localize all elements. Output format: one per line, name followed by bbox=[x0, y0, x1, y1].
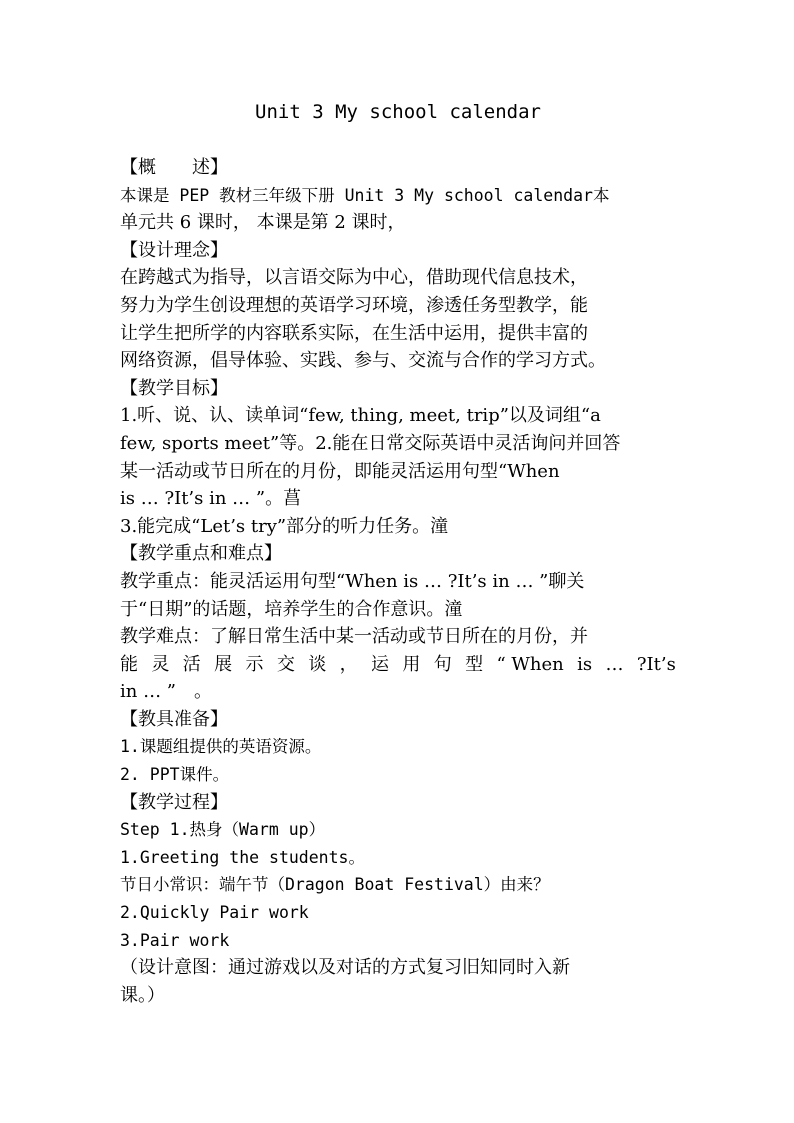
document-body bbox=[120, 154, 676, 1009]
difficulty-justified-line bbox=[120, 651, 676, 679]
justified-word: 灵 bbox=[151, 653, 170, 675]
justified-word: 运 bbox=[371, 653, 389, 675]
document-title: Unit 3 My school calendar bbox=[255, 101, 541, 123]
overview-heading: 【概 述】 bbox=[120, 157, 228, 178]
design-line: 网络资源，倡导体验、实践、参与、交流与合作的学习方式。 bbox=[120, 350, 606, 372]
goals-line: few, sports meet”等。2.能在日常交际英语中灵活询问并回答 bbox=[120, 432, 621, 454]
process-line: 节日小常识：端午节（Dragon Boat Festival）由来？ bbox=[120, 875, 550, 895]
design-line: 努力为学生创设理想的英语学习环境，渗透任务型教学，能 bbox=[120, 294, 588, 316]
goals-line: 3.能完成“Let’s try”部分的听力任务。潼 bbox=[120, 515, 449, 537]
process-line: 1.Greeting the students。 bbox=[120, 847, 365, 867]
keypoints-heading: 【教学重点和难点】 bbox=[120, 543, 282, 565]
justified-word: 谈 bbox=[308, 653, 327, 675]
justified-word: 能 bbox=[120, 653, 138, 675]
justified-word: ?It’s bbox=[636, 653, 676, 675]
justified-word: 用 bbox=[402, 653, 421, 675]
justified-word: 句 bbox=[433, 653, 452, 675]
keypoints-line: 于“日期”的话题，培养学生的合作意识。潼 bbox=[120, 598, 463, 620]
design-line: 让学生把所学的内容联系实际，在生活中运用，提供丰富的 bbox=[120, 322, 588, 344]
justified-word: 示 bbox=[245, 653, 264, 675]
process-line: 2.Quickly Pair work bbox=[120, 903, 309, 923]
justified-word: 交 bbox=[276, 653, 295, 675]
justified-word: … bbox=[605, 653, 624, 675]
process-line: （设计意图：通过游戏以及对话的方式复习旧知同时入新 bbox=[120, 957, 570, 979]
justified-word: 型 bbox=[465, 653, 484, 675]
justified-word: 活 bbox=[182, 653, 201, 675]
process-line: Step 1.热身（Warm up） bbox=[120, 820, 326, 840]
keypoints-line: 教学重点：能灵活运用句型“When is … ?It’s in … ”聊关 bbox=[120, 570, 585, 592]
goals-heading: 【教学目标】 bbox=[120, 377, 228, 399]
process-heading: 【教学过程】 bbox=[120, 791, 228, 813]
design-line: 在跨越式为指导，以言语交际为中心，借助现代信息技术， bbox=[120, 267, 588, 289]
justified-word: “ When bbox=[496, 653, 564, 675]
justified-word: ， bbox=[339, 653, 358, 675]
goals-line: is … ?It’s in … ”。菖 bbox=[120, 488, 302, 510]
materials-line: 2. PPT课件。 bbox=[120, 765, 230, 785]
goals-line: 某一活动或节日所在的月份，即能灵活运用句型“When bbox=[120, 460, 560, 482]
overview-line: 单元共 6 课时， 本课是第 2 课时， bbox=[120, 212, 406, 234]
justified-word: 展 bbox=[214, 653, 233, 675]
difficulty-line: in … ” 。 bbox=[120, 681, 212, 703]
process-line: 课。） bbox=[120, 984, 165, 1006]
keypoints-line: 教学难点：了解日常生活中某一活动或节日所在的月份，并 bbox=[120, 626, 588, 648]
process-line: 3.Pair work bbox=[120, 930, 230, 950]
materials-line: 1.课题组提供的英语资源。 bbox=[120, 737, 322, 757]
justified-word: is bbox=[577, 653, 593, 675]
goals-line: 1.听、说、认、读单词“few, thing, meet, trip”以及词组“a bbox=[120, 405, 601, 427]
overview-line: 本课是 PEP 教材三年级下册 Unit 3 My school calendar本 bbox=[120, 185, 610, 205]
materials-heading: 【教具准备】 bbox=[120, 708, 228, 730]
design-heading: 【设计理念】 bbox=[120, 239, 228, 261]
